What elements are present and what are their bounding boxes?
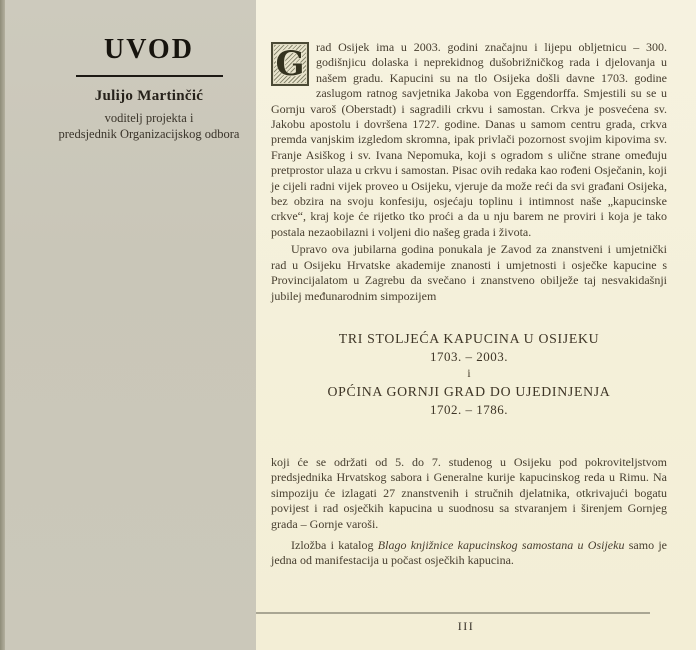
- symposium-years-1: 1703. – 2003.: [430, 348, 508, 364]
- symposium-connector: i: [467, 367, 471, 380]
- footer-rule: [256, 612, 650, 614]
- paragraph-4-prefix: Izložba i katalog: [291, 537, 378, 552]
- symposium-title-2: OPĆINA GORNJI GRAD DO UJEDINJENJA: [327, 383, 611, 399]
- paragraph-2: Upravo ova jubilarna godina ponukala je Zavod za znanstveni i umjetnički rad u Osijeku Hrvatske akademije znanosti i umjetnosti i osječke kapucine s Provincijalatom u Zagrebu da svečano i znanstveno obilježe taj nesvakidašnji jubilej međunarodnim simpozijem: [271, 242, 667, 303]
- drop-cap-letter: G: [275, 44, 305, 84]
- catalog-title-italic: Blago knjižnice kapucinskog samostana u Osijeku: [377, 537, 625, 552]
- paragraph-4: [271, 538, 667, 569]
- symposium-years-2: 1702. – 1786.: [430, 401, 508, 417]
- ornate-initial-icon: [271, 42, 309, 86]
- symposium-title-block: [271, 330, 667, 419]
- page-number: III: [457, 619, 475, 633]
- author-role-line-1: voditelj projekta i: [104, 111, 194, 125]
- chapter-heading-block: [42, 34, 256, 142]
- body-text-column: [271, 40, 667, 569]
- symposium-title-1: TRI STOLJEĆA KAPUCINA U OSIJEKU: [338, 330, 600, 346]
- title-divider-rule: [76, 75, 223, 77]
- paragraph-4-suffix: samo je jedna od manifestacija u počast osječkih kapucina.: [271, 537, 668, 568]
- paragraph-1: [271, 40, 667, 240]
- page-gutter-shadow: [0, 0, 5, 650]
- chapter-sidebar-panel: [0, 0, 256, 650]
- paragraph-1-text: rad Osijek ima u 2003. godini značajnu i lijepu obljetnicu – 300. godišnjicu dolaska i neprekidnog dušobrižničkog rada i djelovanja u našem gradu. Kapucini su na tlo Osijeka došli davne 1703. godine zaslugom ratnog savjetnika Jakoba von Eggendorffa. Smjestili su se u Gornju varoš (Oberstadt) i sagradili crkvu i samostan. Crkva je posvećena sv. Jakobu apostolu i dovršena 1727. godine. Danas u samom centru grada, crkva premda vanjskim izgledom skromna, ipak privlači pozornost svojim kipovima sv. Franje Asiškog i sv. Ivana Nepomuka, koji s ogradom s ulične strane omeđuju pretprostor ulaza u crkvu i samostan. Pisac ovih redaka kao rođeni Osječanin, koji je cijeli radni vijek proveo u Osijeku, vjeruje da može reći da svi građani Osijeka, bez obzira na svoju konfesiju, osjećaju toplinu i intimnost naše „kapucinske crkve“, kraj koje će rijetko tko proći a da u nju barem ne proviri i koja je tako postala nezaobilazni i voljeni dio našeg grada i života.: [271, 40, 667, 239]
- author-role-line-2: predsjednik Organizacijskog odbora: [58, 126, 240, 141]
- text-page: [256, 0, 696, 650]
- chapter-title: UVOD: [104, 34, 194, 65]
- author-name: Julijo Martinčić: [94, 88, 204, 104]
- paragraph-3: koji će se održati od 5. do 7. studenog u Osijeku pod pokroviteljstvom predsjednika Hrvatskog sabora i Generalne kurije kapucinskog reda u Rimu. Na simpoziju će izlagati 27 znanstvenih i stručnih djelatnika, otkrivajući bogatu povijest i rad osječkih kapucina u suodnosu sa stvaranjem i širenjem Gornjeg grada – Gornje varoši.: [271, 454, 667, 531]
